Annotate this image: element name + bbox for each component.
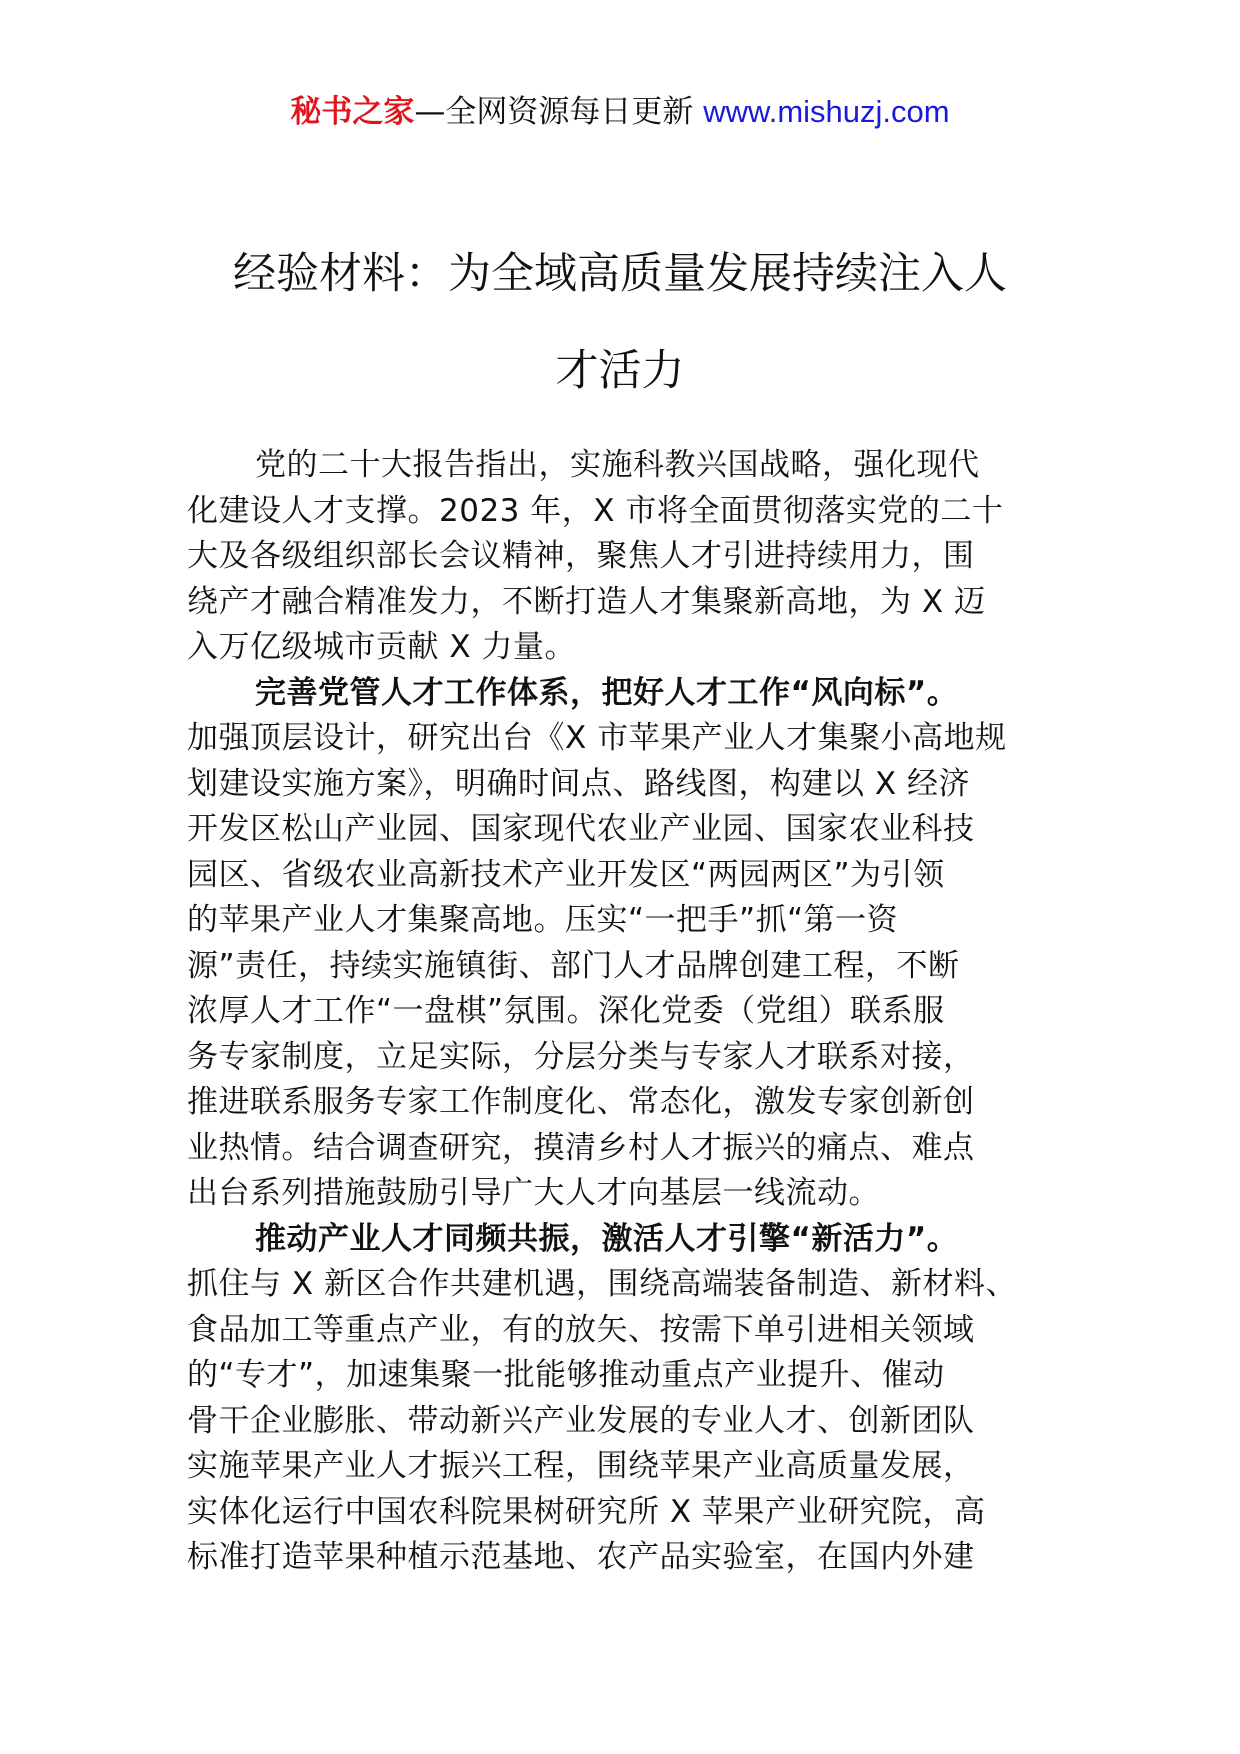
- body-line: 务专家制度，立足实际，分层分类与专家人才联系对接，: [187, 1038, 975, 1075]
- body-line: 食品加工等重点产业，有的放矢、按需下单引进相关领域: [187, 1311, 975, 1348]
- watermark-header: [0, 92, 1240, 132]
- section-heading-1: 完善党管人才工作体系，把好人才工作“风向标”。: [255, 674, 959, 711]
- body-line: 浓厚人才工作“一盘棋”氛围。深化党委（党组）联系服: [187, 993, 945, 1029]
- body-line: 实体化运行中国农科院果树研究所 X 苹果产业研究院，高: [187, 1493, 986, 1530]
- header-tagline: —全网资源每日更新: [414, 94, 704, 130]
- title-line-2: 才活力: [555, 346, 685, 396]
- body-line: 出台系列措施鼓励引导广大人才向基层一线流动。: [187, 1175, 880, 1211]
- body-line: 加强顶层设计，研究出台《X 市苹果产业人才集聚小高地规: [187, 720, 1007, 756]
- body-line: 的苹果产业人才集聚高地。压实“一把手”抓“第一资: [187, 902, 899, 938]
- brand-name: 秘书之家: [290, 94, 415, 130]
- body-line: 化建设人才支撑。2023 年，X 市将全面贯彻落实党的二十: [187, 492, 1004, 529]
- body-line: 标准打造苹果种植示范基地、农产品实验室，在国内外建: [187, 1539, 975, 1575]
- body-line: 党的二十大报告指出，实施科教兴国战略，强化现代: [255, 447, 980, 483]
- body-line: 推进联系服务专家工作制度化、常态化，激发专家创新创: [187, 1084, 975, 1120]
- body-line: 业热情。结合调查研究，摸清乡村人才振兴的痛点、难点: [187, 1129, 975, 1166]
- section-heading-2: 推动产业人才同频共振，激活人才引擎“新活力”。: [255, 1220, 959, 1257]
- document-body: [187, 443, 1067, 1581]
- body-line: 源”责任，持续实施镇街、部门人才品牌创建工程，不断: [187, 947, 960, 984]
- body-line: 园区、省级农业高新技术产业开发区“两园两区”为引领: [187, 856, 945, 893]
- body-line: 实施苹果产业人才振兴工程，围绕苹果产业高质量发展，: [187, 1448, 975, 1484]
- body-line: 的“专才”，加速集聚一批能够推动重点产业提升、催动: [187, 1357, 945, 1393]
- body-line: 开发区松山产业园、国家现代农业产业园、国家农业科技: [187, 811, 975, 847]
- title-line-1: 经验材料：为全域高质量发展持续注入人: [233, 249, 1007, 299]
- document-title: [150, 226, 1090, 420]
- body-line: 大及各级组织部长会议精神，聚焦人才引进持续用力，围: [187, 538, 975, 574]
- body-line: 绕产才融合精准发力，不断打造人才集聚新高地，为 X 迈: [187, 583, 986, 620]
- body-line: 骨干企业膨胀、带动新兴产业发展的专业人才、创新团队: [187, 1402, 975, 1439]
- body-line: 入万亿级城市贡献 X 力量。: [187, 629, 576, 665]
- body-line: 抓住与 X 新区合作共建机遇，围绕高端装备制造、新材料、: [187, 1266, 1017, 1302]
- body-line: 划建设实施方案》，明确时间点、路线图，构建以 X 经济: [187, 765, 970, 802]
- site-url[interactable]: www.mishuzj.com: [703, 94, 950, 129]
